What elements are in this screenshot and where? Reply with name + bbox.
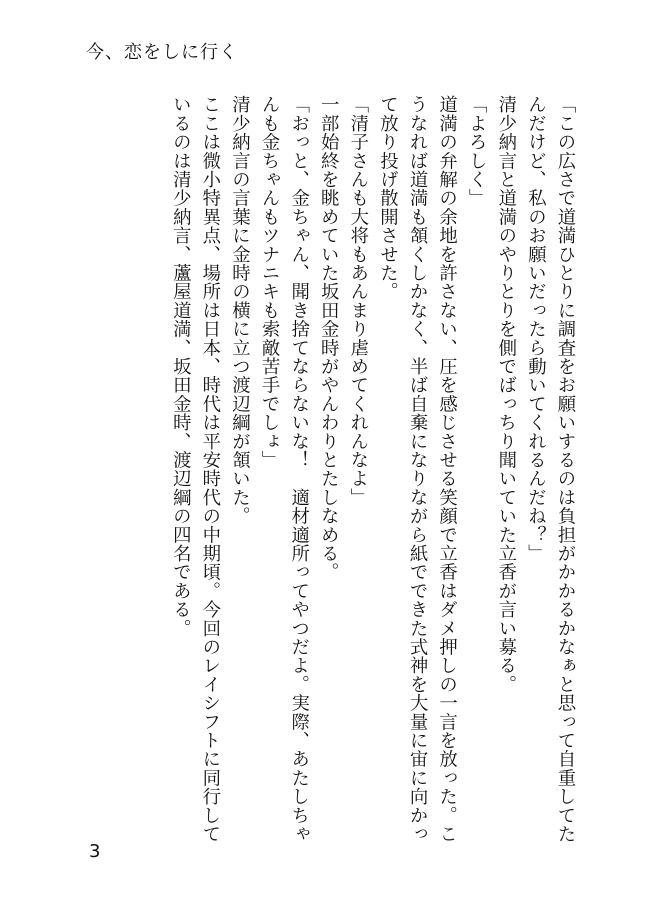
paragraph: 「よろしく」 xyxy=(466,95,488,208)
paragraph: ここは微小特異点、場所は日本、時代は平安時代の中期頃。今回のレイシフトに同行しているのは清少納言、蘆屋道満、坂田金時、渡辺綱の四名である。 xyxy=(170,95,221,843)
paragraph: 一部始終を眺めていた坂田金時がやんわりとたしなめる。 xyxy=(318,95,340,582)
body-text xyxy=(100,95,580,850)
paragraph: 「おっと、金ちゃん、聞き捨てならないな！ 適材適所ってやつだよ。実際、あたしちゃんも金ちゃんもツナニキも索敵苦手でしょ」 xyxy=(259,95,310,843)
page-number: 3 xyxy=(89,841,101,862)
paragraph: 「清子さんも大将もあんまり虐めてくれんなよ」 xyxy=(347,95,369,507)
paragraph: 清少納言の言葉に金時の横に立つ渡辺綱が頷いた。 xyxy=(229,95,251,526)
paragraph: 「この広さで道満ひとりに調査をお願いするのは負担がかかるかなぁと思って自重してたんだけど、私のお願いだったら動いてくれるんだね？」 xyxy=(525,95,576,843)
running-head: 今、恋をしに行く xyxy=(86,42,238,63)
paragraph: 道満の弁解の余地を許さない、圧を感じさせる笑顔で立香はダメ押しの一言を放った。こうなれば道満も頷くしかなく、半ば自棄になりながら紙でできた式神を大量に宙に向かって放り投げ散開させた。 xyxy=(377,95,458,843)
paragraph: 清少納言と道満のやりとりを側でばっちり聞いていた立香が言い募る。 xyxy=(495,95,517,694)
